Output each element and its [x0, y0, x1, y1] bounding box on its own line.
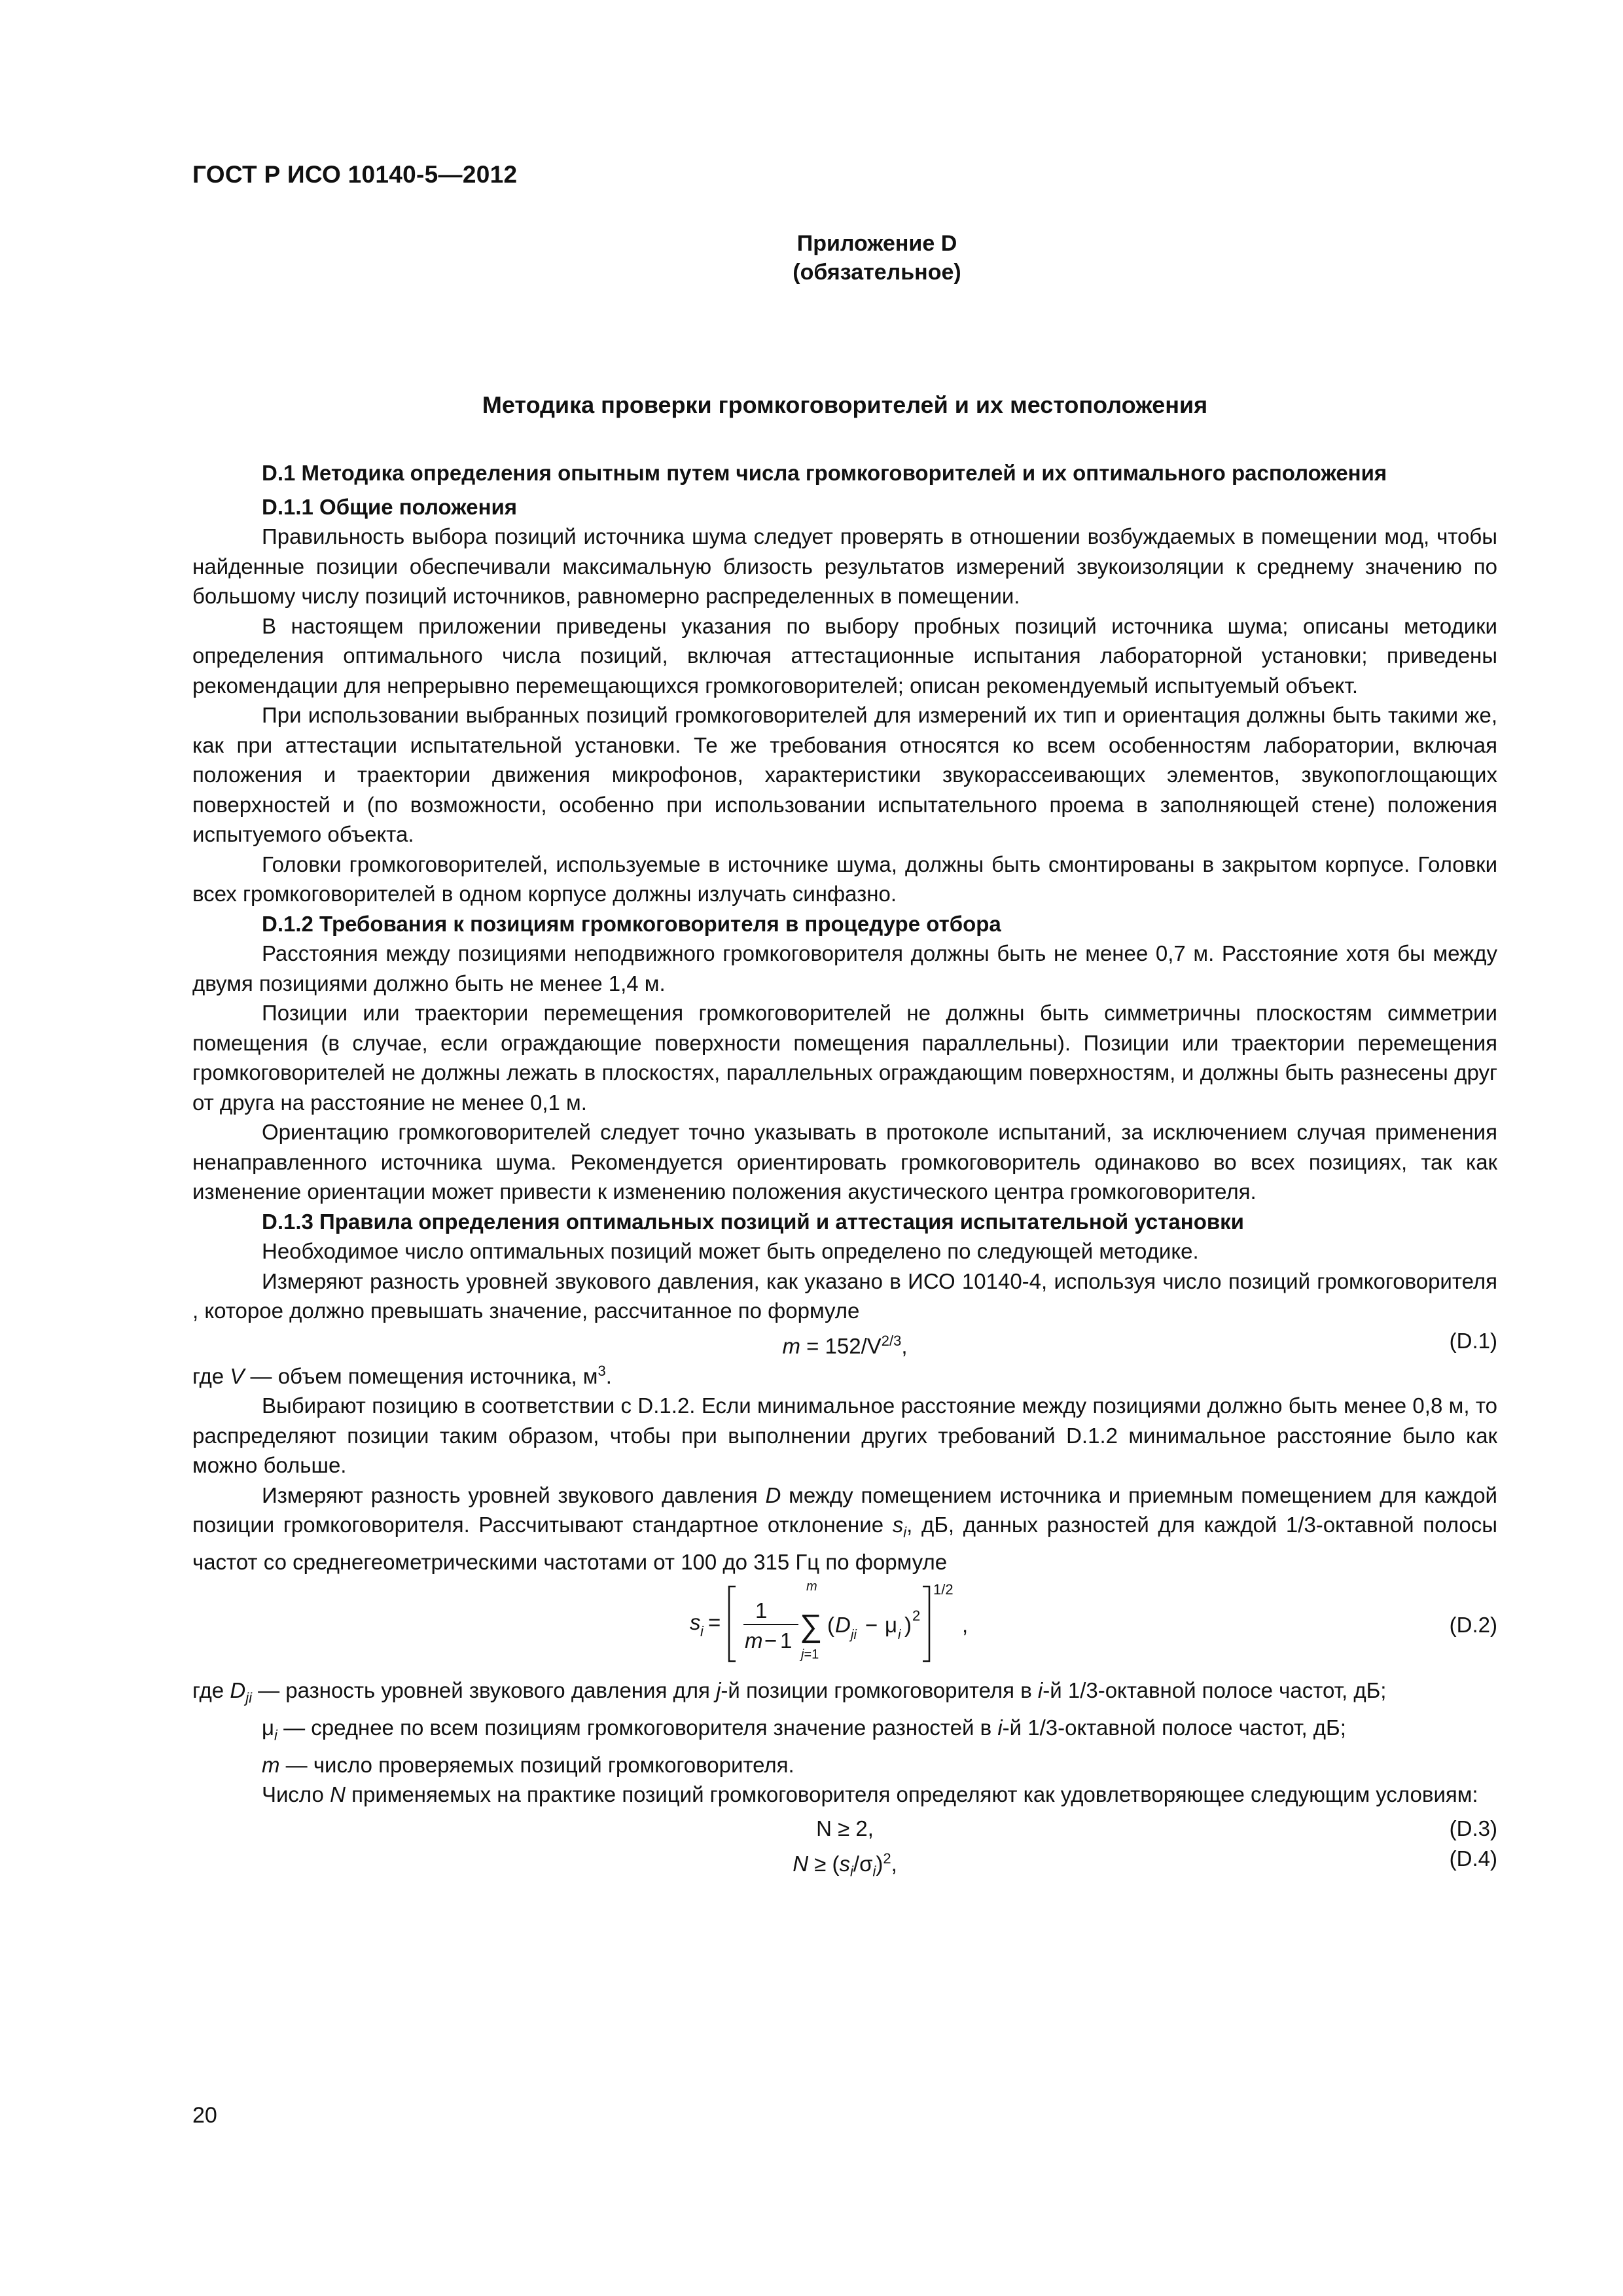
svg-text:m: m [806, 1579, 817, 1594]
paragraph: Необходимое число оптимальных позиций может быть определено по следующей методике. [262, 1239, 1199, 1263]
definition-m: m — число проверяемых позиций громкоговорителя. [262, 1752, 794, 1777]
svg-text:=: = [708, 1609, 721, 1634]
section-heading-d11: D.1.1 Общие положения [262, 494, 518, 519]
formula-d1-number: (D.1) [1449, 1328, 1497, 1353]
paragraph: Число N применяемых на практике позиций громкоговорителя определяют как удовлетворяющее следующим условиям: [262, 1782, 1478, 1807]
formula-d3-expression: N ≥ 2, [816, 1816, 874, 1840]
formula-d1 [192, 1326, 1497, 1356]
svg-text:−: − [764, 1628, 777, 1653]
document-code: ГОСТ Р ИСО 10140-5—2012 [192, 161, 518, 188]
where-clause-dji: где $D_{ji}$ — разность уровней звукового давления для j-й позиции громкоговорителя в i-й 1/3-октавной полосе частот, дБ; [192, 1677, 1387, 1706]
svg-text:): ) [904, 1612, 912, 1637]
svg-text:j=1: j=1 [801, 1647, 819, 1662]
svg-text:m: m [745, 1628, 763, 1653]
paragraph: Расстояния между позициями неподвижного громкоговорителя должны быть не менее 0,7 м. Расстояние хотя бы между двумя позициями должно быть не менее 1,4 м. [192, 941, 1497, 996]
svg-text:,: , [962, 1612, 969, 1637]
svg-text:i: i [700, 1623, 704, 1640]
section-heading-d13: D.1.3 Правила определения оптимальных позиций и аттестация испытательной установки [262, 1209, 1244, 1234]
formula-d2 [192, 1577, 1497, 1676]
svg-text:1/2: 1/2 [933, 1581, 954, 1598]
section-heading-d12: D.1.2 Требования к позициям громкоговорителя в процедуре отбора [262, 911, 1001, 936]
formula-d4-expression: $N \ge (s_i/\sigma_i)^2$, [793, 1850, 897, 1880]
definition-mu: $\mu_i$ — среднее по всем позициям громкоговорителя значение разностей в i-й 1/3-октавной полосе частот, дБ; [262, 1715, 1346, 1744]
svg-text:i: i [898, 1627, 901, 1642]
formula-d3-number: (D.3) [1449, 1816, 1497, 1840]
svg-text:1: 1 [755, 1598, 768, 1623]
svg-text:1: 1 [780, 1628, 793, 1653]
formula-d4-number: (D.4) [1449, 1846, 1497, 1871]
where-clause-volume: где V — объем помещения источника, $м^3$. [192, 1362, 612, 1388]
svg-text:s: s [690, 1609, 701, 1634]
annex-status: (обязательное) [793, 260, 961, 285]
paragraph: Измеряют разность уровней звукового давления D между помещением источника и приемным помещением для каждой позиции громкоговорителя. Рассчитывают стандартное отклонение $s_i$, дБ, данных разностей для каждой 1/3-октавной полосы частот со среднегеометрическими частотами от 100 до 315 Гц по формуле [192, 1482, 1497, 1575]
svg-text:D: D [835, 1612, 851, 1637]
svg-text:−: − [865, 1612, 878, 1637]
main-title: Методика проверки громкоговорителей и их местоположения [482, 391, 1208, 418]
svg-text:2: 2 [912, 1607, 921, 1624]
formula-d2-expression [690, 1577, 1213, 1676]
paragraph: Головки громкоговорителей, используемые в источнике шума, должны быть смонтированы в закрытом корпусе. Головки всех громкоговорителей в одном корпусе должны излучать синфазно. [192, 852, 1497, 906]
paragraph: При использовании выбранных позиций громкоговорителей для измерений их тип и ориентация должны быть такими же, как при аттестации испытательной установки. Те же требования относятся ко всем особенностям лаборатории, включая положения и траектории движения микрофонов, характеристики звукорассеивающих элементов, звукопоглощающих поверхностей и (по возможности, особенно при использовании испытательного проема в заполняющей стене) положения испытуемого объекта. [192, 703, 1497, 846]
formula-d2-number: (D.2) [1449, 1612, 1497, 1637]
formula-d3 [192, 1814, 1497, 1844]
paragraph: Позиции или траектории перемещения громкоговорителей не должны быть симметричны плоскостям симметрии помещения (в случае, если ограждающие поверхности помещения параллельны). Позиции или траектории перемещения громкоговорителей не должны лежать в плоскостях, параллельных ограждающим поверхностям, и должны быть разнесены друг от друга на расстояние не менее 0,1 м. [192, 1001, 1497, 1115]
document-body [192, 458, 1497, 1880]
paragraph: В настоящем приложении приведены указания по выбору пробных позиций источника шума; описаны методики определения оптимального числа позиций, включая аттестационные испытания лабораторной установки; приведены рекомендации для непрерывно перемещающихся громкоговорителей; описан рекомендуемый испытуемый объект. [192, 613, 1497, 698]
annex-title: Приложение D [796, 231, 957, 256]
paragraph: Измеряют разность уровней звукового давления, как указано в ИСО 10140-4, используя число позиций громкоговорителя , которое должно превышать значение, рассчитанное по формуле [192, 1268, 1497, 1323]
page-number: 20 [192, 2103, 217, 2128]
paragraph: Ориентацию громкоговорителей следует точно указывать в протоколе испытаний, за исключением случая применения ненаправленного источника шума. Рекомендуется ориентировать громкоговоритель одинаково во всех позициях, так как изменение ориентации может привести к изменению положения акустического центра громкоговорителя. [192, 1120, 1497, 1204]
section-heading-d1: D.1 Методика определения опытным путем числа громкоговорителей и их оптимального расположения [262, 461, 1387, 485]
paragraph: Правильность выбора позиций источника шума следует проверять в отношении возбуждаемых в помещении мод, чтобы найденные позиции обеспечивали максимальную близость результатов измерений звукоизоляции к среднему значению по большому числу позиций источников, равномерно распределенных в помещении. [192, 524, 1497, 608]
svg-text:∑: ∑ [800, 1608, 823, 1643]
svg-text:ji: ji [851, 1627, 857, 1642]
svg-text:(: ( [827, 1612, 834, 1637]
formula-d1-expression: $m = 152/V^{2/3}$, [782, 1332, 908, 1358]
formula-d4 [192, 1844, 1497, 1880]
svg-text:μ: μ [885, 1612, 898, 1637]
paragraph: Выбирают позицию в соответствии с D.1.2. Если минимальное расстояние между позициями должно быть менее 0,8 м, то распределяют позиции таким образом, чтобы при выполнении других требований D.1.2 минимальное расстояние было как можно больше. [192, 1393, 1497, 1477]
